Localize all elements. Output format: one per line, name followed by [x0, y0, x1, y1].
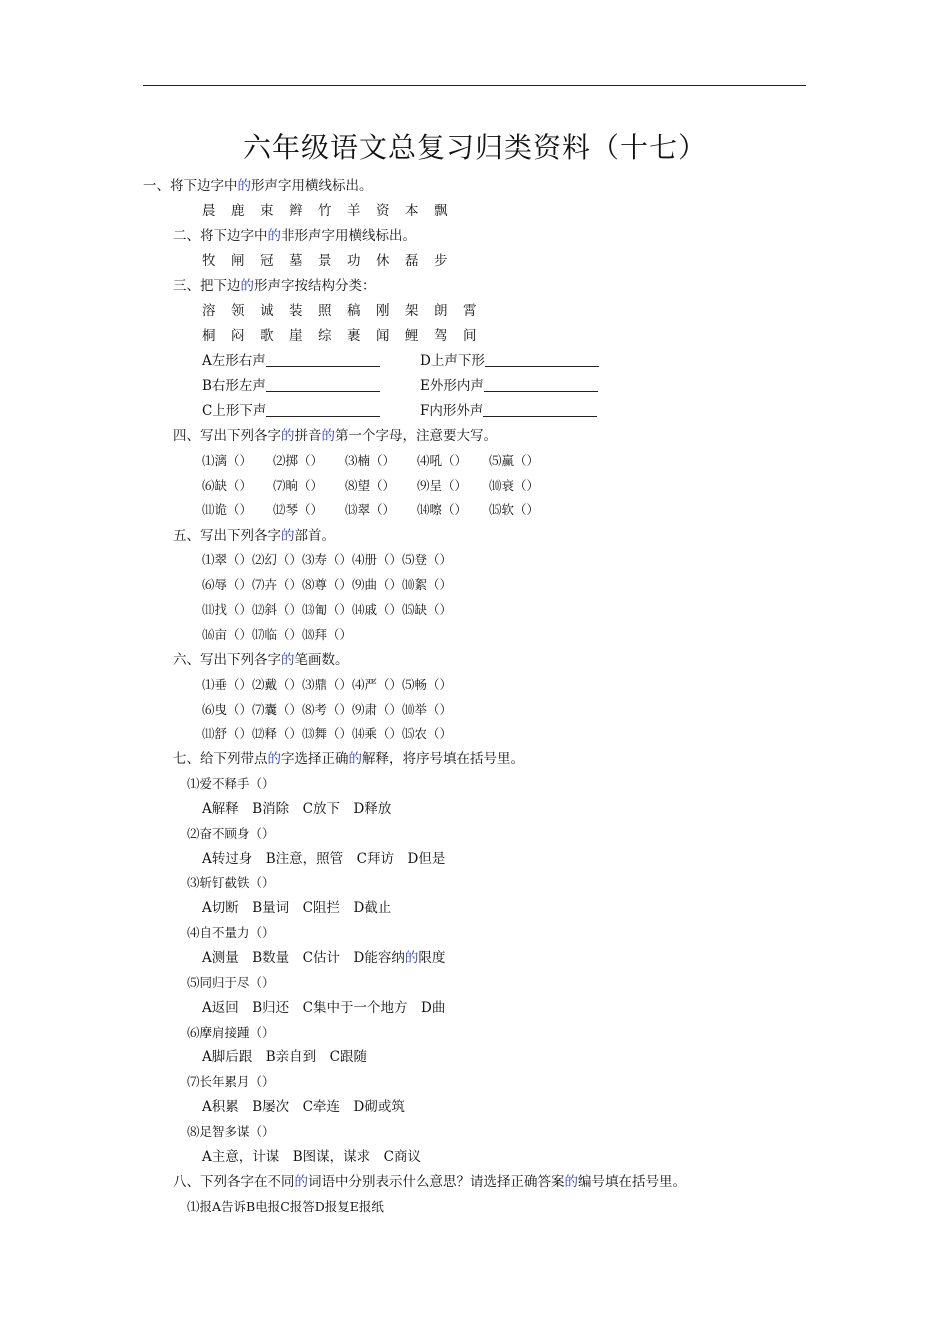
q3-char-row-2: [202, 326, 492, 346]
q4-item: ⑶楠（）: [345, 453, 396, 468]
q7-item-options: A解释 B消除 C放下 D释放: [202, 801, 392, 817]
q7-item-question: ⑻足智多谋（）: [187, 1124, 275, 1139]
q6-row: ⑾舒（）⑿释（）⒀舞（）⒁乘（）⒂农（）: [202, 726, 453, 741]
q1-char: 本: [405, 203, 419, 219]
q3-fill-e: E外形内声: [420, 376, 598, 396]
q2-heading: 二、将下边字中的非形声字用横线标出。: [173, 228, 416, 244]
q2-char: 休: [376, 253, 390, 269]
q5-heading: 五、写出下列各字的部首。: [173, 528, 335, 544]
q5-row: ⑴翠（）⑵幻（）⑶寿（）⑷册（）⑸登（）: [202, 552, 453, 567]
q7-item-question: ⑹摩肩接踵（）: [187, 1025, 275, 1040]
q7-item-options: A积累 B屡次 C牵连 D砌或筑: [202, 1099, 405, 1115]
q4-item: ⑼呈（）: [417, 478, 468, 493]
q3-fill-f: F内形外声: [420, 401, 597, 421]
q7-item-question: ⑺长年累月（）: [187, 1074, 275, 1089]
q6-heading: 六、写出下列各字的笔画数。: [173, 652, 349, 668]
q2-char: 景: [318, 253, 332, 269]
q6-row: ⑴垂（）⑵戴（）⑶鼎（）⑷严（）⑸畅（）: [202, 677, 453, 692]
q7-item-question: ⑴爱不释手（）: [187, 776, 275, 791]
q3-fill-a: A左形右声: [202, 351, 380, 371]
q7-item-question: ⑸同归于尽（）: [187, 975, 275, 990]
q4-item: ⑴漓（）: [202, 453, 253, 468]
answer-blank[interactable]: [483, 402, 597, 417]
q5-row: ⑹辱（）⑺卉（）⑻尊（）⑼曲（）⑽絮（）: [202, 577, 453, 592]
answer-blank[interactable]: [485, 352, 599, 367]
q7-item-question: ⑷自不量力（）: [187, 925, 275, 940]
q1-char: 飘: [434, 203, 448, 219]
q3-char: 诚: [260, 303, 274, 319]
q4-heading: 四、写出下列各字的拼音的第一个字母，注意要大写。: [173, 428, 497, 444]
q3-char: 综: [318, 328, 332, 344]
q4-item: ⑻望（）: [345, 478, 396, 493]
answer-blank[interactable]: [484, 377, 598, 392]
answer-blank[interactable]: [266, 352, 380, 367]
q4-item: ⑽衰（）: [489, 478, 540, 493]
q3-char: 装: [289, 303, 303, 319]
q4-item: ⑿琴（）: [273, 502, 324, 517]
q3-char: 溶: [202, 303, 216, 319]
q1-char: 辫: [289, 203, 303, 219]
q2-char: 冠: [260, 253, 274, 269]
q8-item: ⑴报A告诉B电报C报答D报复E报纸: [187, 1199, 384, 1214]
q4-item: ⒀翠（）: [345, 502, 396, 517]
q4-item: ⒂软（）: [489, 502, 540, 517]
q3-heading: 三、把下边的形声字按结构分类：: [173, 278, 376, 294]
q3-char: 裹: [347, 328, 361, 344]
q3-char: 间: [463, 328, 477, 344]
q7-item-options: A返回 B归还 C集中于一个地方 D曲: [202, 1000, 446, 1016]
page-title: 六年级语文总复习归类资料（十七）: [242, 131, 707, 164]
q1-char: 资: [376, 203, 390, 219]
q3-char: 稿: [347, 303, 361, 319]
q4-item: ⑷吼（）: [417, 453, 468, 468]
q2-char: 功: [347, 253, 361, 269]
q4-item: ⑾诡（）: [202, 502, 253, 517]
top-rule: [143, 85, 806, 86]
q2-char: 闸: [231, 253, 245, 269]
q7-item-question: ⑵奋不顾身（）: [187, 826, 275, 841]
q7-item-options: A脚后跟 B亲自到 C跟随: [202, 1049, 367, 1065]
q5-row: ⑾找（）⑿斜（）⒀匍（）⒁戚（）⒂缺（）: [202, 602, 453, 617]
answer-blank[interactable]: [266, 377, 380, 392]
q5-row: ⒃亩（）⒄临（）⒅拜（）: [202, 627, 353, 642]
q7-item-options: A切断 B量词 C阻拦 D截止: [202, 900, 392, 916]
q4-item: ⒁嚓（）: [417, 502, 468, 517]
answer-blank[interactable]: [266, 402, 380, 417]
q3-char-row-1: [202, 301, 492, 321]
q3-char: 鲤: [405, 328, 419, 344]
q8-heading: 八、下列各字在不同的词语中分别表示什么意思？请选择正确答案的编号填在括号里。: [173, 1174, 686, 1190]
q2-char: 牧: [202, 253, 216, 269]
q1-char: 鹿: [231, 203, 245, 219]
q3-char: 崖: [289, 328, 303, 344]
q7-item-question: ⑶斩钉截铁（）: [187, 875, 275, 890]
q6-row: ⑹曳（）⑺囊（）⑻考（）⑼肃（）⑽举（）: [202, 702, 453, 717]
q4-item: ⑺晌（）: [273, 478, 324, 493]
q4-item: ⑹缺（）: [202, 478, 253, 493]
q2-char: 墓: [289, 253, 303, 269]
q4-item: ⑸赢（）: [489, 453, 540, 468]
q7-item-options: A主意，计谋 B图谋，谋求 C商议: [202, 1149, 421, 1165]
q3-char: 刚: [376, 303, 390, 319]
q3-char: 歌: [260, 328, 274, 344]
q3-fill-b: B右形左声: [202, 376, 380, 396]
q2-char: 磊: [405, 253, 419, 269]
q3-char: 架: [405, 303, 419, 319]
q4-item: ⑵掷（）: [273, 453, 324, 468]
q7-item-options: A转过身 B注意，照管 C拜访 D但是: [202, 851, 446, 867]
q3-char: 闻: [376, 328, 390, 344]
q3-char: 领: [231, 303, 245, 319]
q3-char: 霄: [463, 303, 477, 319]
q7-heading: 七、给下列带点的字选择正确的解释，将序号填在括号里。: [173, 751, 524, 767]
q1-char: 羊: [347, 203, 361, 219]
q1-heading: 一、将下边字中的形声字用横线标出。: [143, 178, 373, 194]
q3-char: 朗: [434, 303, 448, 319]
q2-char: 步: [434, 253, 448, 269]
q1-char: 束: [260, 203, 274, 219]
q3-char: 桐: [202, 328, 216, 344]
q1-char: 晨: [202, 203, 216, 219]
q2-char-row: [202, 251, 463, 271]
q3-fill-c: C上形下声: [202, 401, 380, 421]
q3-fill-d: D上声下形: [420, 351, 599, 371]
q3-char: 驾: [434, 328, 448, 344]
q7-item-options: A测量 B数量 C估计 D能容纳的限度: [202, 950, 446, 966]
q1-char: 竹: [318, 203, 332, 219]
q3-char: 闷: [231, 328, 245, 344]
q3-char: 照: [318, 303, 332, 319]
q1-char-row: [202, 201, 463, 221]
